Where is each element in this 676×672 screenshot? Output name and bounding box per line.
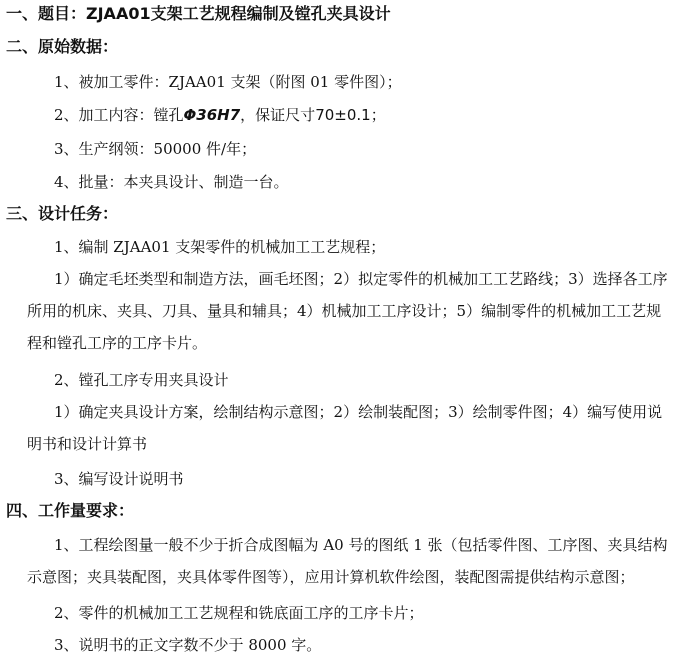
raw-data-item-1: 1、被加工零件：ZJAA01 支架（附图 01 零件图）； [54,73,402,91]
raw-data-item-2-suffix: ； [370,106,386,124]
workload-item-2: 2、零件的机械加工工艺规程和铣底面工序的工序卡片； [54,604,424,622]
raw-data-item-2-mid: ，保证尺寸 [240,106,316,124]
workload-heading: 四、工作量要求： [6,501,135,520]
raw-data-item-3: 3、生产纲领：50000 件/年； [54,140,257,158]
topic-heading: 一、题目：ZJAA01支架工艺规程编制及镗孔夹具设计 [6,4,391,23]
raw-data-item-4: 4、批量：本夹具设计、制造一台。 [54,173,289,191]
workload-item-3: 3、说明书的正文字数不少于 8000 字。 [54,636,322,654]
workload-item-1: 1、工程绘图量一般不少于折合成图幅为 A0 号的图纸 1 张（包括零件图、工序图、夹具结构示意图；夹具装配图，夹具体零件图等），应用计算机软件绘图，装配图需提供结构示意图； [27,536,668,586]
tasks-item-2: 2、镗孔工序专用夹具设计 [54,371,229,389]
raw-data-item-2 [54,105,386,125]
tolerance-value: 70±0.1 [315,106,371,124]
raw-data-item-2-prefix: 2、加工内容：镗孔 [54,106,184,124]
raw-data-heading: 二、原始数据： [6,37,119,56]
tasks-item-2-detail: 1）确定夹具设计方案，绘制结构示意图；2）绘制装配图；3）绘制零件图；4）编写使用说明书和设计计算书 [27,403,663,453]
tasks-item-1-detail: 1）确定毛坯类型和制造方法，画毛坯图；2）拟定零件的机械加工工艺路线；3）选择各工序所用的机床、夹具、刀具、量具和辅具；4）机械加工工序设计；5）编制零件的机械加工工艺规程和镗孔工序的工序卡片。 [27,270,668,352]
tasks-item-1: 1、编制 ZJAA01 支架零件的机械加工工艺规程； [54,238,386,256]
bore-dimension: Φ36H7 [183,106,241,124]
tasks-item-3: 3、编写设计说明书 [54,470,184,488]
tasks-heading: 三、设计任务： [6,204,119,223]
